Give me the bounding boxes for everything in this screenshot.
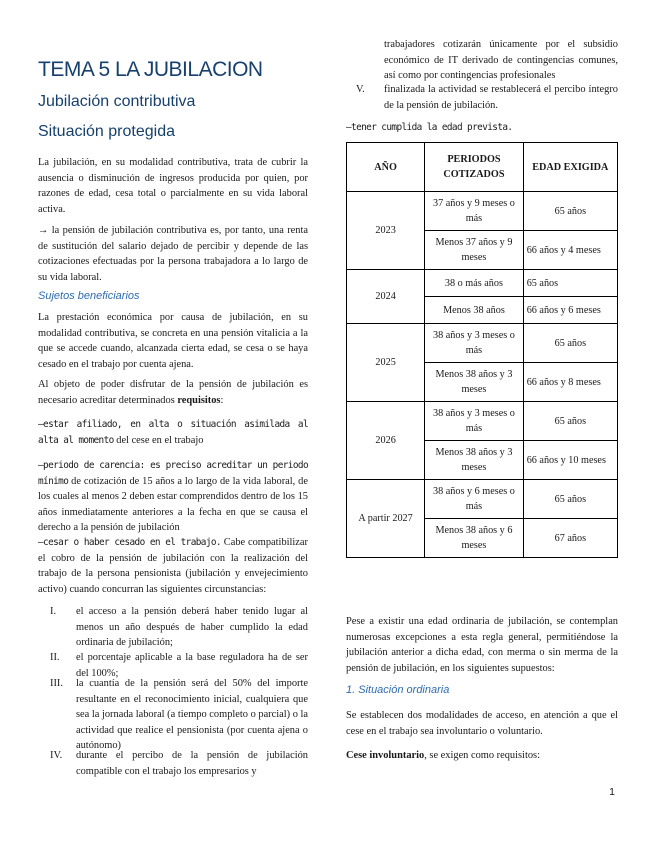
arrow-paragraph: → la pensión de jubilación contributiva es, por tanto, una renta de sustitución del salario dejado de percibir y depende de las cotizaciones efectuadas por la persona trabajadora a lo largo de su vida laboral. — [38, 225, 308, 283]
age-requirement — [346, 120, 618, 136]
requirements-colon: : — [220, 394, 224, 406]
header-year: AÑO — [347, 143, 425, 192]
requirements-paragraph — [38, 377, 308, 408]
age-cell: 66 años y 4 meses — [523, 231, 617, 270]
age-cell: 65 años — [523, 324, 617, 363]
year-cell: A partir 2027 — [347, 480, 425, 558]
age-requirement-text: —tener cumplida la edad prevista. — [346, 122, 513, 133]
table-row — [347, 192, 618, 231]
year-cell: 2026 — [347, 402, 425, 480]
list-number: II. — [50, 652, 60, 663]
table-header-row — [347, 143, 618, 192]
ordinary-paragraph: Se establecen dos modalidades de acceso, en atención a que el cese en el trabajo sea involuntario o voluntario. — [346, 710, 618, 737]
requirement-carencia — [38, 458, 308, 536]
req2-tail: de cotización de 15 años a lo largo de la vida laboral, de los cuales al menos 2 deben estar comprendidos dentro de los 15 años inmediatamente anteriores a la fecha en que se causa el derecho a la pensión de jubilación — [38, 475, 308, 534]
table-row — [347, 480, 618, 519]
year-cell: 2024 — [347, 270, 425, 324]
list-text: la cuantía de la pensión será del 50% del importe resultante en el reconocimiento inicial, cualquiera que sea la jornada laboral (a tiempo completo o parcial) o la actividad que realice el pensionista (por cuenta ajena o autónomo) — [76, 678, 308, 752]
page-title: TEMA 5 LA JUBILACION — [38, 58, 263, 81]
subtitle-situacion: Situación protegida — [38, 123, 175, 140]
age-cell: 66 años y 6 meses — [523, 297, 617, 324]
period-cell: Menos 38 años y 6 meses — [425, 519, 524, 558]
age-cell: 67 años — [523, 519, 617, 558]
age-cell: 65 años — [523, 192, 617, 231]
period-cell: 38 o más años — [425, 270, 524, 297]
header-age: EDAD EXIGIDA — [523, 143, 617, 192]
list-text: durante el percibo de la pensión de jubilación compatible con el trabajo los empresarios y — [76, 750, 308, 777]
req1-lead: —estar afiliado, en alta o situación asimilada al alta al momento — [38, 419, 308, 446]
period-cell: 38 años y 3 meses o más — [425, 402, 524, 441]
list-number: IV. — [50, 750, 63, 761]
list-number: I. — [50, 606, 57, 617]
intro-paragraph: La jubilación, en su modalidad contributiva, trata de cubrir la ausencia o disminución de ingresos producida por quien, por razones de edad, cesa total o parcialmente en su vida laboral activa. — [38, 157, 308, 215]
cese-bold: Cese involuntario — [346, 750, 425, 761]
list-text: el porcentaje aplicable a la base reguladora ha de ser del 100%; — [76, 652, 308, 679]
req1-tail: del cese en el trabajo — [116, 434, 204, 446]
period-cell: 38 años y 6 meses o más — [425, 480, 524, 519]
ordinary-heading: 1. Situación ordinaria — [346, 684, 450, 696]
year-cell: 2023 — [347, 192, 425, 270]
period-cell: Menos 38 años y 3 meses — [425, 441, 524, 480]
age-cell: 66 años y 8 meses — [523, 363, 617, 402]
beneficiaries-heading: Sujetos beneficiarios — [38, 290, 140, 302]
list-iv-continuation: trabajadores cotizarán únicamente por el subsidio económico de IT derivado de contingencias comunes, así como por contingencias profesionales — [384, 39, 618, 82]
page-number: 1 — [609, 786, 615, 798]
req3-tail: Cabe compatibilizar el cobro de la pensión de jubilación con la realización del trabajo de la persona pensionista (jubilación y envejecimiento activo) cuando concurran las siguientes circunstancias: — [38, 537, 308, 595]
req3-lead: —cesar o haber cesado en el trabajo. — [38, 537, 221, 548]
list-number: V. — [356, 84, 365, 95]
requirements-intro: Al objeto de poder disfrutar de la pensión de jubilación es necesario acreditar determinados — [38, 379, 308, 406]
beneficiaries-paragraph: La prestación económica por causa de jubilación, en su modalidad contributiva, se concreta en una pensión vitalicia a la que se accede cuando, alcanzada cierta edad, se cesa o se haya cesado en el trabajo por cuenta ajena. — [38, 312, 308, 370]
requirement-cese — [38, 535, 308, 597]
list-text: el acceso a la pensión deberá haber tenido lugar al menos un año después de haber cumplido la edad ordinaria de jubilación; — [76, 606, 308, 649]
table-row — [347, 324, 618, 363]
cese-rest: , se exigen como requisitos: — [424, 750, 540, 761]
period-cell: Menos 37 años y 9 meses — [425, 231, 524, 270]
age-cell: 65 años — [523, 480, 617, 519]
period-cell: 37 años y 9 meses o más — [425, 192, 524, 231]
requirement-affiliation — [38, 417, 308, 448]
header-periods: PERIODOS COTIZADOS — [425, 143, 524, 192]
age-cell: 65 años — [523, 270, 617, 297]
age-cell: 65 años — [523, 402, 617, 441]
after-table-paragraph: Pese a existir una edad ordinaria de jubilación, se contemplan numerosas excepciones a esta regla general, permitiéndose la jubilación anterior a dicha edad, con merma o sin merma de la pensión de jubilación, en los siguientes supuestos: — [346, 616, 618, 674]
list-number: III. — [50, 678, 63, 689]
period-cell: Menos 38 años y 3 meses — [425, 363, 524, 402]
period-cell: Menos 38 años — [425, 297, 524, 324]
requirements-bold: requisitos — [177, 394, 221, 406]
retirement-age-table — [346, 142, 618, 558]
subtitle-contributiva: Jubilación contributiva — [38, 93, 196, 110]
age-cell: 66 años y 10 meses — [523, 441, 617, 480]
table-row — [347, 402, 618, 441]
year-cell: 2025 — [347, 324, 425, 402]
period-cell: 38 años y 3 meses o más — [425, 324, 524, 363]
list-text: finalizada la actividad se restablecerá el percibo íntegro de la pensión de jubilación. — [384, 84, 618, 111]
cese-involuntario-paragraph — [346, 748, 618, 764]
table-row — [347, 270, 618, 297]
req2-lead: —periodo de carencia: es preciso acreditar un periodo mínimo — [38, 460, 308, 487]
